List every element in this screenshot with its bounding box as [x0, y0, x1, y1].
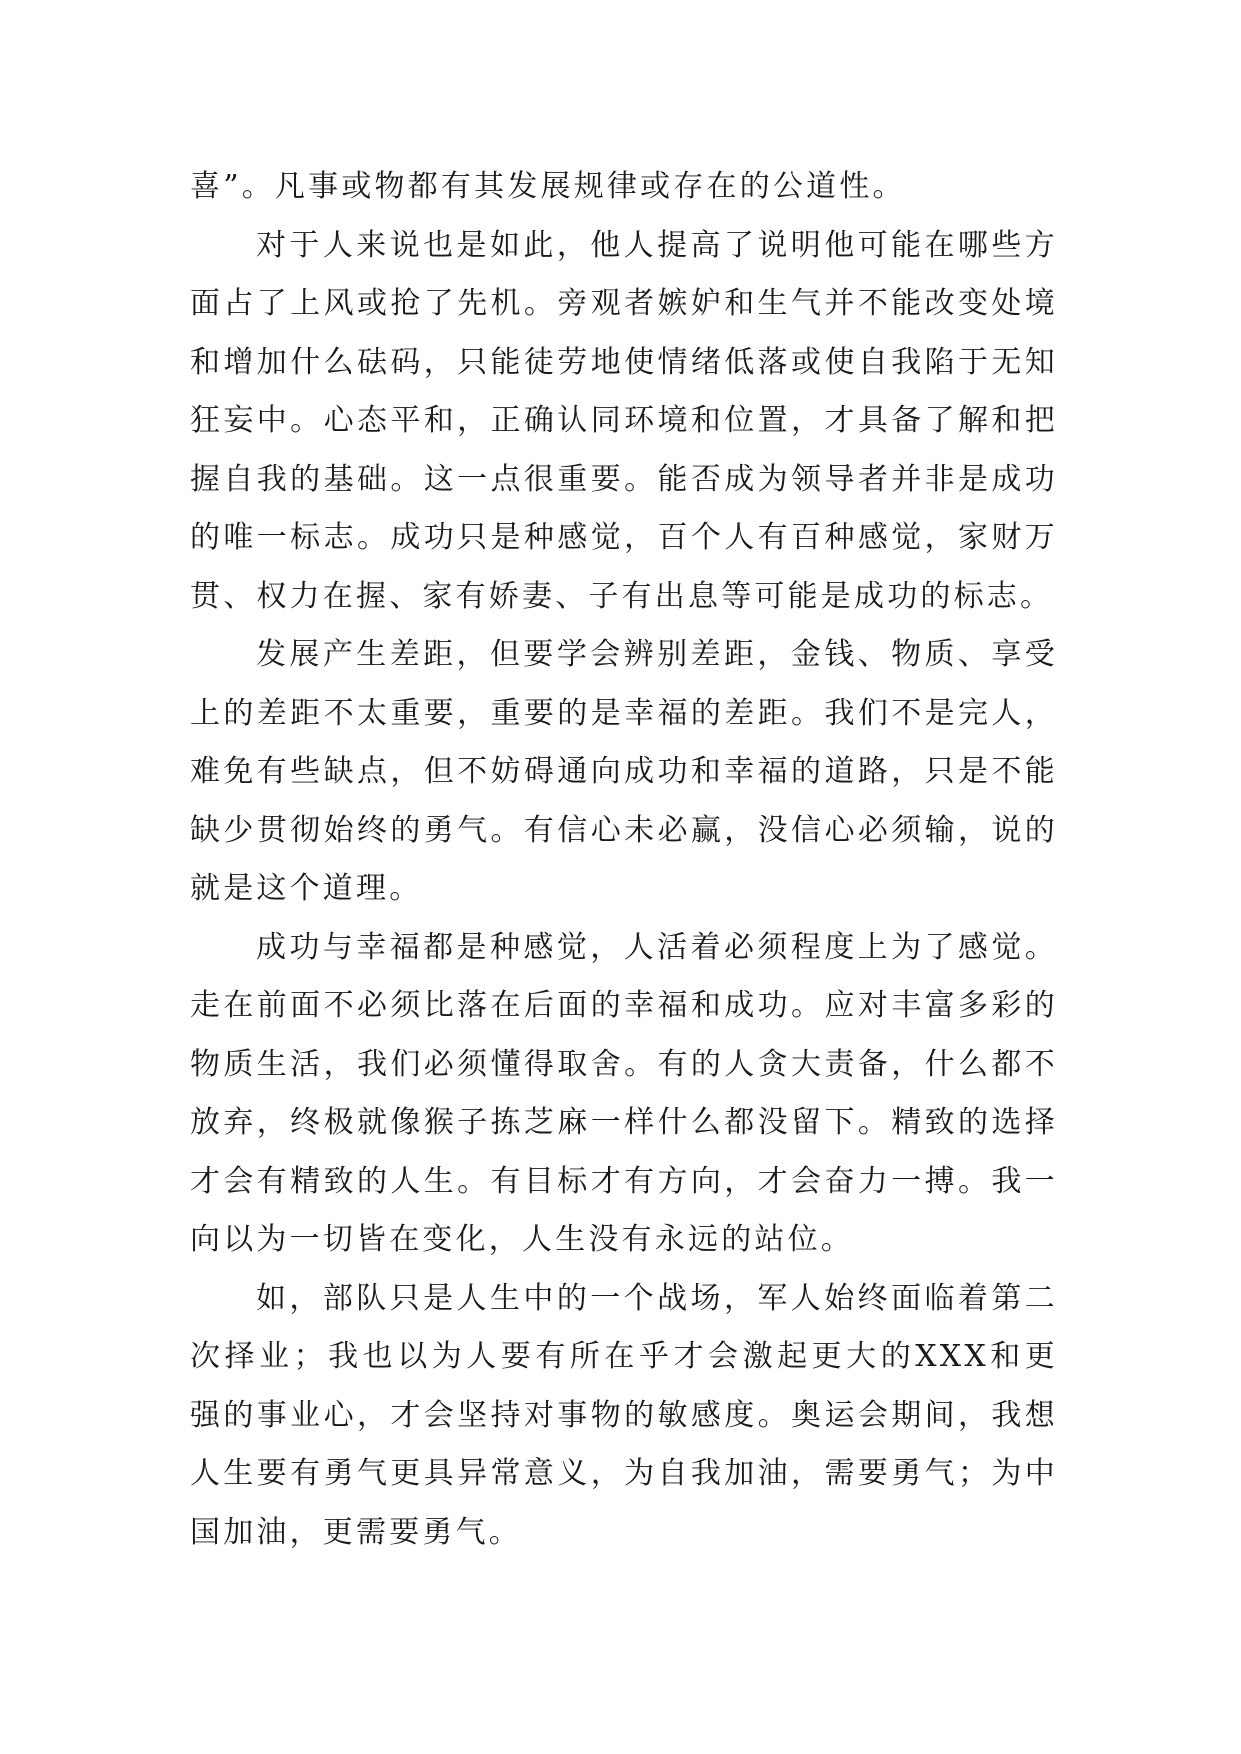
document-body — [190, 158, 1058, 1562]
paragraph-success-perspective: 对于人来说也是如此，他人提高了说明他可能在哪些方面占了上风或抢了先机。旁观者嫉妒和生气并不能改变处境和增加什么砝码，只能徒劳地使情绪低落或使自我陷于无知狂妄中。心态平和，正确认同环境和位置，才具备了解和把握自我的基础。这一点很重要。能否成为领导者并非是成功的唯一标志。成功只是种感觉，百个人有百种感觉，家财万贯、权力在握、家有娇妻、子有出息等可能是成功的标志。 — [190, 227, 1058, 614]
paragraph-army-courage: 如，部队只是人生中的一个战场，军人始终面临着第二次择业；我也以为人要有所在乎才会激起更大的XXX和更强的事业心，才会坚持对事物的敏感度。奥运会期间，我想人生要有勇气更具异常意义，为自我加油，需要勇气；为中国加油，更需要勇气。 — [190, 1280, 1058, 1550]
paragraph-development-gap: 发展产生差距，但要学会辨别差距，金钱、物质、享受上的差距不太重要，重要的是幸福的差距。我们不是完人，难免有些缺点，但不妨碍通向成功和幸福的道路，只是不能缺少贯彻始终的勇气。有信心未必赢，没信心必须输，说的就是这个道理。 — [190, 637, 1058, 906]
paragraph-continued: 喜”。凡事或物都有其发展规律或存在的公道性。 — [190, 169, 906, 204]
paragraph-happiness-feeling: 成功与幸福都是种感觉，人活着必须程度上为了感觉。走在前面不必须比落在后面的幸福和成功。应对丰富多彩的物质生活，我们必须懂得取舍。有的人贪大责备，什么都不放弃，终极就像猴子拣芝麻一样什么都没留下。精致的选择才会有精致的人生。有目标才有方向，才会奋力一搏。我一向以为一切皆在变化，人生没有永远的站位。 — [190, 929, 1058, 1257]
